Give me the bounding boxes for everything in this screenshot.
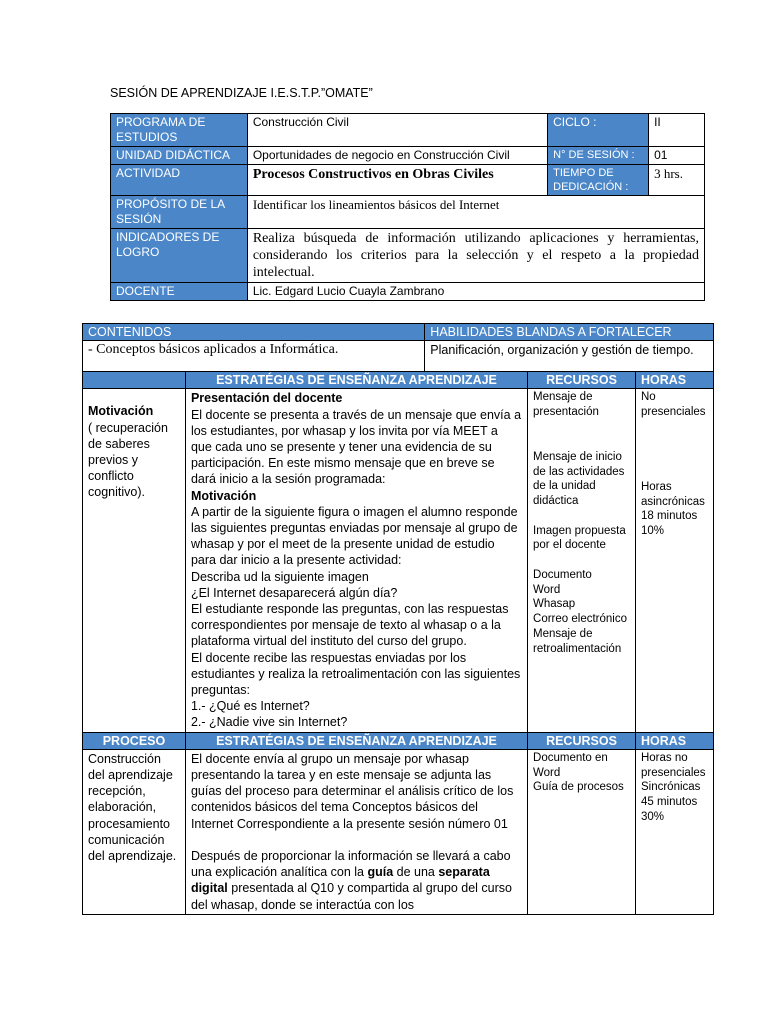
proceso-paragraph-2: Después de proporcionar la información se llevará a cabo una explicación analítica con la guía de una separata digital presentada al Q10 y compartida al grupo del curso del whasap, donde se interactúa con los <box>190 848 512 912</box>
student-response-text: El estudiante responde las preguntas, con las respuestas correspondientes por mensaje de texto al whasap o a la plataforma virtual del instituto del curso del grupo. <box>190 602 509 649</box>
resource-item: Imagen propuesta por el docente <box>533 524 626 552</box>
proceso-hours: Horas no presenciales Sincrónicas 45 minutos 30% <box>635 749 713 914</box>
feedback-question-2: 2.- ¿Nadie vive sin Internet? <box>190 715 348 730</box>
horas-header: HORAS <box>635 372 713 389</box>
contenidos-header: CONTENIDOS <box>83 324 425 341</box>
sesion-value: 01 <box>649 147 705 165</box>
actividad-value: Procesos Constructivos en Obras Civiles <box>247 165 547 196</box>
docente-value: Lic. Edgard Lucio Cuayla Zambrano <box>247 283 704 301</box>
question-intro: Describa ud la siguiente imagen <box>190 569 369 584</box>
proposito-label: PROPÓSITO DE LA SESIÓN <box>111 196 248 229</box>
session-plan-table <box>82 323 714 915</box>
strategies-header: ESTRATÉGIAS DE ENSEÑANZA APRENDIZAJE <box>185 372 527 389</box>
unidad-value: Oportunidades de negocio en Construcción Civil <box>247 147 547 165</box>
resource-item: Mensaje de retroalimentación <box>533 627 622 655</box>
presentacion-text: El docente se presenta a través de un mensaje que envía a los estudiantes, por whasap y los invita por vía MEET a que cada uno se presente y tener una evidencia de su participación. En este mismo mensaje que en breve se dará inicio a la sesión programada: <box>190 407 522 487</box>
motivacion-hours-cell <box>635 389 713 732</box>
recursos-header: RECURSOS <box>528 732 636 749</box>
tiempo-value: 3 hrs. <box>649 165 705 196</box>
motivacion-phase-cell <box>83 389 186 732</box>
resource-item: Guía de procesos <box>533 781 624 794</box>
resource-item: Whasap <box>533 598 576 611</box>
resource-item: Mensaje de inicio de las actividades de la unidad didáctica <box>533 450 625 507</box>
motivacion-text: A partir de la siguiente figura o imagen el alumno responde las siguientes preguntas enviadas por mensaje al grupo de whasap y por el meet de la presente unidad de estudio para dar inicio a la presente actividad: <box>190 504 518 568</box>
motivacion-strategy-cell <box>185 389 527 732</box>
sesion-label: N° DE SESIÓN : <box>548 147 649 165</box>
motivacion-heading: Motivación <box>190 488 257 503</box>
feedback-text: El docente recibe las respuestas enviadas por los estudiantes y realiza la retroalimentación con las siguientes preguntas: <box>190 650 521 698</box>
resource-item: Correo electrónico <box>533 613 627 626</box>
unidad-label: UNIDAD DIDÁCTICA <box>111 147 248 165</box>
tiempo-label: TIEMPO DE DEDICACIÓN : <box>548 165 649 196</box>
proceso-strategy-cell <box>185 749 527 914</box>
motivacion-resources-cell <box>528 389 636 732</box>
proceso-header: PROCESO <box>83 732 186 749</box>
indicadores-label: INDICADORES DE LOGRO <box>111 229 248 283</box>
programa-label: PROGRAMA DE ESTUDIOS <box>111 114 248 147</box>
habilidades-value: Planificación, organización y gestión de tiempo. <box>425 341 714 372</box>
resource-item: Word <box>533 583 561 596</box>
indicadores-value: Realiza búsqueda de información utilizando aplicaciones y herramientas, considerando los criterios para la selección y el respeto a la propiedad intelectual. <box>247 229 704 283</box>
page-title: SESIÓN DE APRENDIZAJE I.E.S.T.P.”OMATE” <box>110 86 373 100</box>
recursos-header: RECURSOS <box>528 372 636 389</box>
resource-item: Documento en Word <box>533 751 608 779</box>
presentacion-heading: Presentación del docente <box>190 391 343 406</box>
docente-label: DOCENTE <box>111 283 248 301</box>
strategies-header: ESTRATÉGIAS DE ENSEÑANZA APRENDIZAJE <box>185 732 527 749</box>
proceso-paragraph-1: El docente envía al grupo un mensaje por whasap presentando la tarea y en este mensaje se adjunta las guías del proceso para determinar el análisis crítico de los contenidos básicos del tema Conceptos básicos del Internet Correspondiente a la presente sesión número 01 <box>190 751 514 831</box>
motivacion-phase-desc: ( recuperación de saberes previos y conflicto cognitivo). <box>88 420 168 500</box>
ciclo-label: CICLO : <box>548 114 649 147</box>
ciclo-value: II <box>649 114 705 147</box>
phase-header-blank <box>83 372 186 389</box>
horas-header: HORAS <box>635 732 713 749</box>
motivacion-phase-title: Motivación <box>88 404 154 419</box>
habilidades-header: HABILIDADES BLANDAS A FORTALECER <box>425 324 714 341</box>
feedback-question-1: 1.- ¿Qué es Internet? <box>190 699 310 714</box>
question-main: ¿El Internet desaparecerá algún día? <box>190 585 398 600</box>
hours-item: Horas asincrónicas 18 minutos 10% <box>640 480 705 537</box>
contenidos-value: - Conceptos básicos aplicados a Informática. <box>83 341 425 372</box>
hours-item: No presenciales <box>640 391 706 419</box>
proceso-phase-desc: Construcción del aprendizaje recepción, elaboración, procesamiento comunicación del aprendizaje. <box>83 749 186 914</box>
programa-value: Construcción Civil <box>247 114 547 147</box>
resource-item: Mensaje de presentación <box>533 391 599 419</box>
actividad-label: ACTIVIDAD <box>111 165 248 196</box>
session-info-table <box>110 113 705 301</box>
proposito-value: Identificar los lineamientos básicos del Internet <box>247 196 704 229</box>
resource-item: Documento <box>533 569 592 582</box>
proceso-resources-cell <box>528 749 636 914</box>
